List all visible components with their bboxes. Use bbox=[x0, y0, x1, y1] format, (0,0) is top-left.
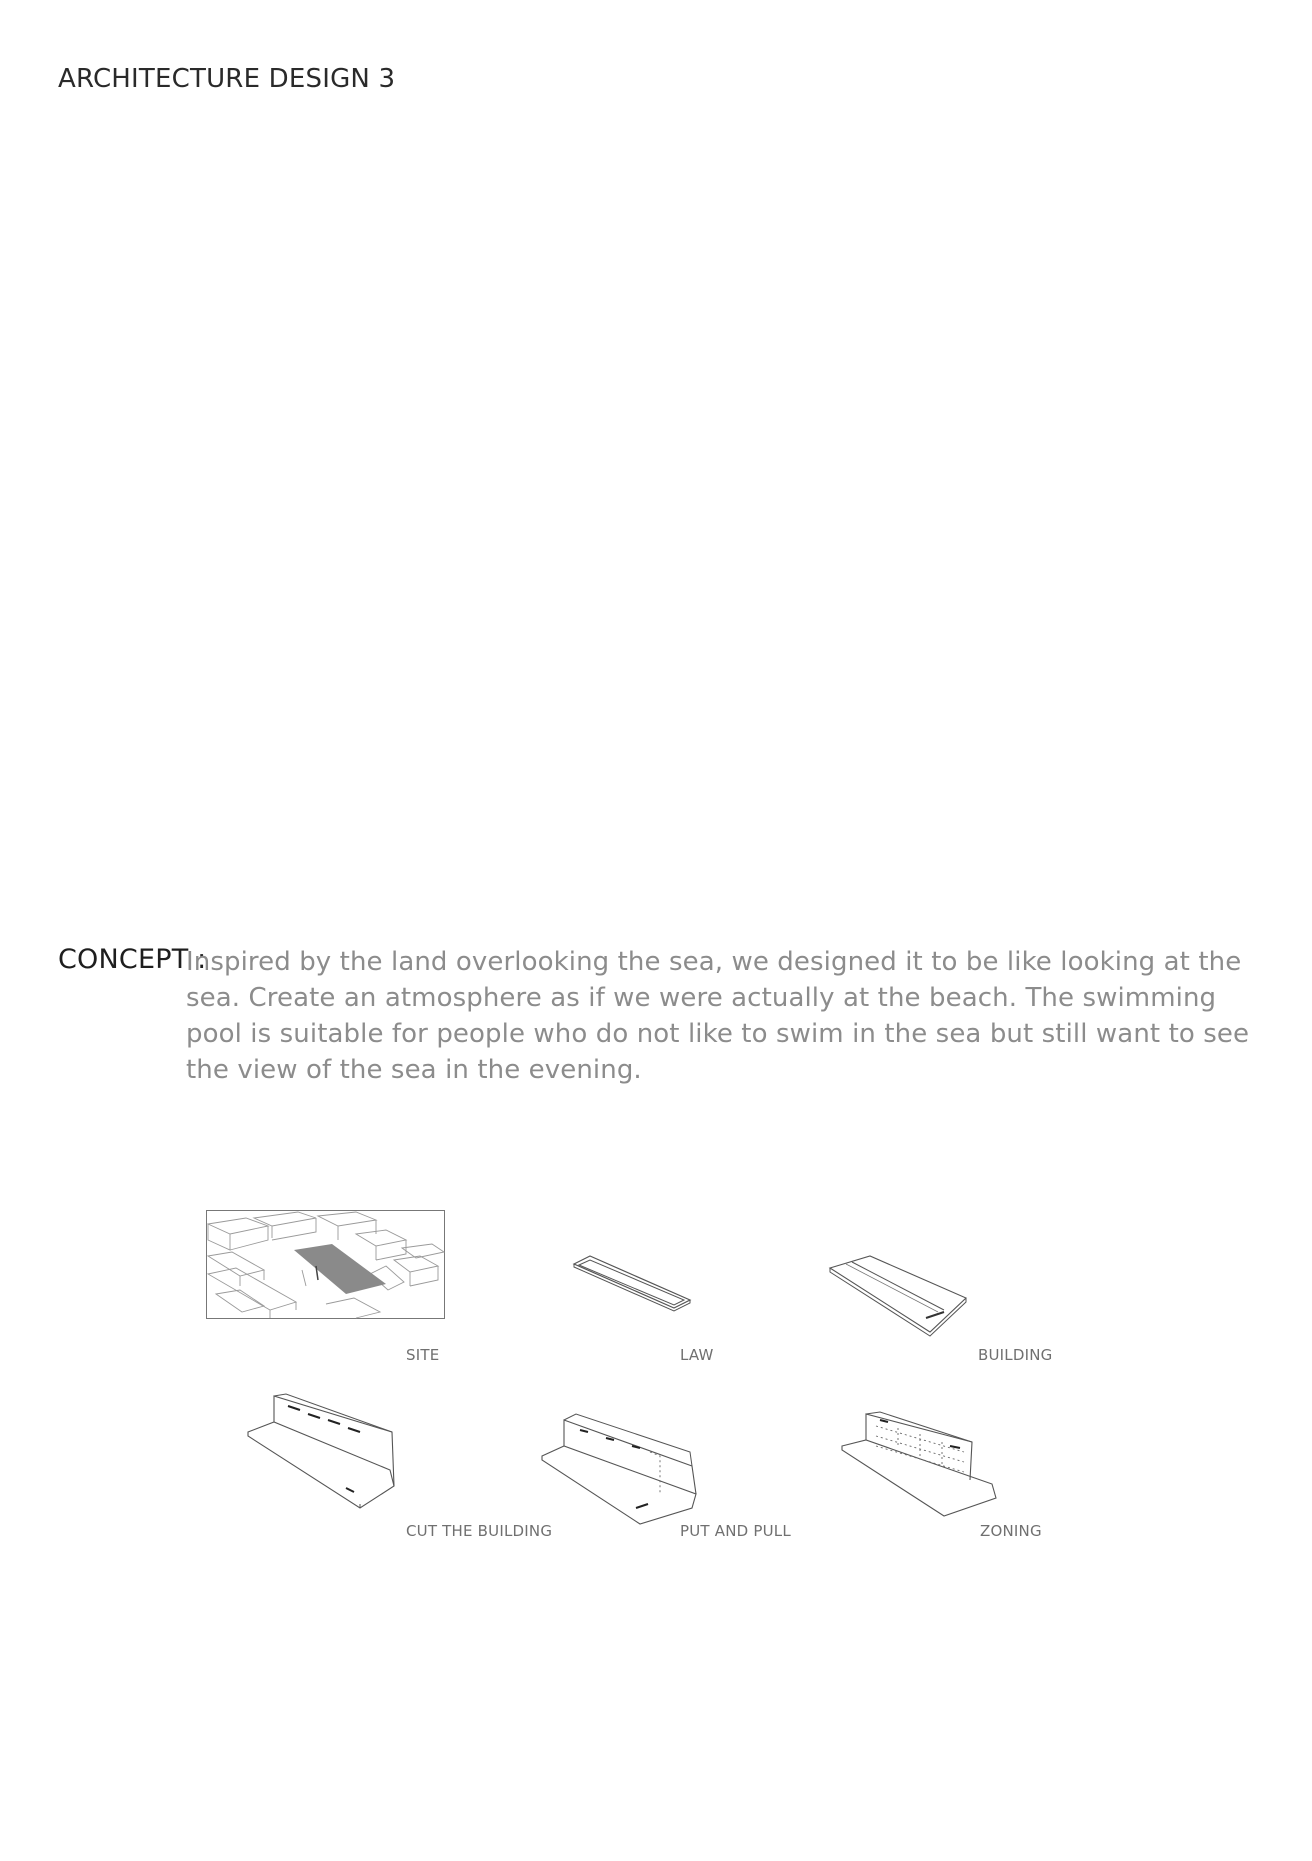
caption-zoning: ZONING bbox=[980, 1522, 1042, 1540]
building-diagram bbox=[826, 1254, 970, 1336]
site-plot-highlight bbox=[294, 1244, 386, 1294]
building-slab-drawing bbox=[826, 1254, 970, 1336]
site-axonometric-drawing bbox=[206, 1210, 446, 1322]
law-plot-outline bbox=[570, 1254, 696, 1324]
cut-the-building-diagram bbox=[246, 1392, 402, 1516]
caption-site: SITE bbox=[406, 1346, 440, 1364]
page-title: ARCHITECTURE DESIGN 3 bbox=[58, 64, 396, 94]
caption-cut-the-building: CUT THE BUILDING bbox=[406, 1522, 553, 1540]
site-diagram bbox=[206, 1210, 446, 1322]
law-diagram bbox=[570, 1254, 696, 1324]
caption-building: BUILDING bbox=[978, 1346, 1053, 1364]
concept-text: Inspired by the land overlooking the sea, we designed it to be like looking at the sea. Create an atmosphere as if we were actually at the beach. The swimming pool is suitable for people who do not like to swim in the sea but still want to see the view of the sea in the evening. bbox=[186, 947, 1250, 1085]
concept-label: CONCEPT : bbox=[58, 944, 207, 975]
caption-law: LAW bbox=[680, 1346, 714, 1364]
zoning-diagram bbox=[840, 1410, 998, 1518]
cut-building-mass-drawing bbox=[246, 1392, 402, 1516]
put-and-pull-diagram bbox=[540, 1412, 702, 1524]
put-pull-mass-drawing bbox=[540, 1412, 702, 1524]
zoning-mass-drawing bbox=[840, 1410, 998, 1518]
caption-put-and-pull: PUT AND PULL bbox=[680, 1522, 791, 1540]
